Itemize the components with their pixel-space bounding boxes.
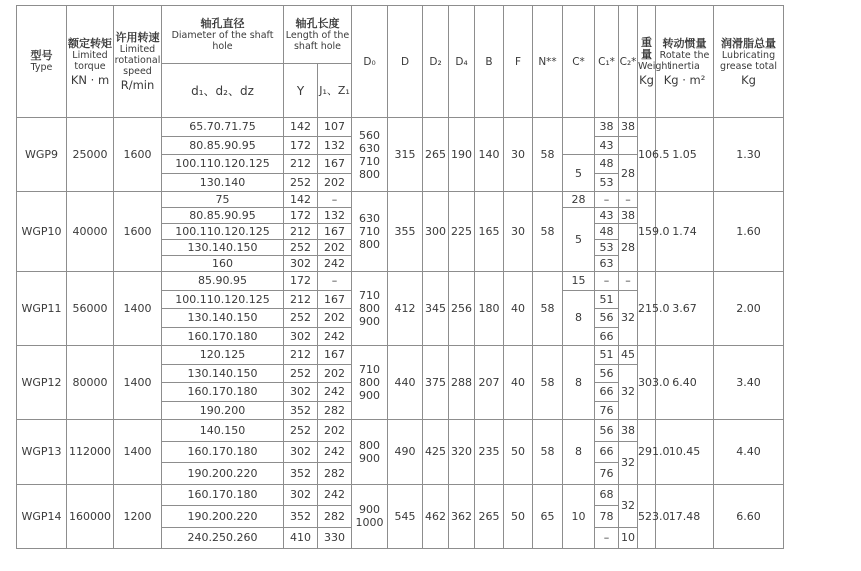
length-j: 242 — [318, 484, 352, 506]
length-j: 132 — [318, 208, 352, 224]
col-length: 轴孔长度 Length of the shaft hole — [284, 6, 352, 64]
model-c2: 10 — [619, 527, 638, 549]
model-f: 30 — [504, 192, 533, 272]
model-d2: 265 — [423, 118, 449, 192]
length-j: 282 — [318, 401, 352, 420]
length-j: 202 — [318, 309, 352, 328]
table-row — [17, 420, 847, 442]
length-j: 330 — [318, 527, 352, 549]
model-torque: 160000 — [67, 484, 114, 549]
model-d: 315 — [388, 118, 423, 192]
model-c1: 43 — [595, 136, 619, 155]
model-c: 10 — [563, 484, 595, 549]
shaft-diameter: 80.85.90.95 — [162, 208, 284, 224]
model-c1: 38 — [595, 118, 619, 137]
model-speed: 1400 — [114, 420, 162, 485]
model-weight: 523.0 — [638, 484, 656, 549]
length-y: 142 — [284, 192, 318, 208]
model-c1: 43 — [595, 208, 619, 224]
model-c: 5 — [563, 155, 595, 192]
length-y: 302 — [284, 484, 318, 506]
shaft-diameter: 130.140.150 — [162, 309, 284, 328]
model-c: 8 — [563, 290, 595, 346]
length-j: – — [318, 272, 352, 291]
spec-body — [17, 118, 847, 549]
length-j: 242 — [318, 256, 352, 272]
model-c1: 51 — [595, 346, 619, 365]
table-row — [17, 484, 847, 506]
model-c2: – — [619, 192, 638, 208]
col-type: 型号 Type — [17, 6, 67, 118]
length-j: 132 — [318, 136, 352, 155]
model-n: 58 — [533, 118, 563, 192]
model-inertia: 1.05 — [656, 118, 714, 192]
shaft-diameter: 100.110.120.125 — [162, 155, 284, 174]
length-y: 302 — [284, 256, 318, 272]
model-f: 50 — [504, 420, 533, 485]
model-c2: 28 — [619, 155, 638, 192]
model-inertia: 3.67 — [656, 272, 714, 346]
length-y: 172 — [284, 136, 318, 155]
length-y: 352 — [284, 506, 318, 528]
length-y: 302 — [284, 383, 318, 402]
model-type: WGP12 — [17, 346, 67, 420]
model-c2: 38 — [619, 420, 638, 442]
model-d2: 375 — [423, 346, 449, 420]
model-f: 40 — [504, 272, 533, 346]
model-b: 265 — [475, 484, 504, 549]
shaft-diameter: 190.200.220 — [162, 506, 284, 528]
model-grease: 1.60 — [714, 192, 784, 272]
length-j: 242 — [318, 327, 352, 346]
model-weight: 159.0 — [638, 192, 656, 272]
model-c2: 32 — [619, 290, 638, 346]
col-n: N** — [533, 6, 563, 118]
length-y: 172 — [284, 208, 318, 224]
model-torque: 112000 — [67, 420, 114, 485]
model-d: 545 — [388, 484, 423, 549]
model-c1: 56 — [595, 364, 619, 383]
length-y: 302 — [284, 441, 318, 463]
model-torque: 80000 — [67, 346, 114, 420]
shaft-diameter: 160.170.180 — [162, 327, 284, 346]
shaft-diameter: 130.140.150 — [162, 364, 284, 383]
model-weight: 106.5 — [638, 118, 656, 192]
length-y: 252 — [284, 309, 318, 328]
length-j: 167 — [318, 346, 352, 365]
length-y: 142 — [284, 118, 318, 137]
length-j: 282 — [318, 506, 352, 528]
table-row — [17, 192, 847, 208]
shaft-diameter: 120.125 — [162, 346, 284, 365]
model-c: 8 — [563, 346, 595, 420]
shaft-diameter: 190.200 — [162, 401, 284, 420]
model-torque: 25000 — [67, 118, 114, 192]
coupling-spec-table — [16, 5, 847, 549]
length-j: 282 — [318, 463, 352, 485]
model-c1: 68 — [595, 484, 619, 506]
col-c2: C₂* — [619, 6, 638, 118]
col-d: D — [388, 6, 423, 118]
model-b: 207 — [475, 346, 504, 420]
model-f: 30 — [504, 118, 533, 192]
model-d0: 800 900 — [352, 420, 388, 485]
model-inertia: 17.48 — [656, 484, 714, 549]
model-d0: 710 800 900 — [352, 346, 388, 420]
col-speed: 许用转速 Limited rotational speed R/min — [114, 6, 162, 118]
col-c1: C₁* — [595, 6, 619, 118]
model-c1: – — [595, 272, 619, 291]
model-d: 490 — [388, 420, 423, 485]
col-d0: D₀ — [352, 6, 388, 118]
model-c1: 63 — [595, 256, 619, 272]
model-grease: 1.30 — [714, 118, 784, 192]
model-d: 440 — [388, 346, 423, 420]
model-d0: 630 710 800 — [352, 192, 388, 272]
table-row — [17, 272, 847, 291]
model-d0: 900 1000 — [352, 484, 388, 549]
model-f: 40 — [504, 346, 533, 420]
shaft-diameter: 80.85.90.95 — [162, 136, 284, 155]
length-j: 202 — [318, 420, 352, 442]
length-y: 252 — [284, 240, 318, 256]
model-c2: – — [619, 272, 638, 291]
model-c1: 53 — [595, 173, 619, 192]
shaft-diameter: 140.150 — [162, 420, 284, 442]
length-j: 242 — [318, 383, 352, 402]
model-c: 15 — [563, 272, 595, 291]
model-d: 412 — [388, 272, 423, 346]
model-c2: 28 — [619, 224, 638, 272]
col-length-y: Y — [284, 64, 318, 118]
length-j: 202 — [318, 364, 352, 383]
model-c1: 48 — [595, 155, 619, 174]
model-c2: 38 — [619, 118, 638, 137]
shaft-diameter: 85.90.95 — [162, 272, 284, 291]
model-c1: 66 — [595, 383, 619, 402]
model-d4: 190 — [449, 118, 475, 192]
model-torque: 40000 — [67, 192, 114, 272]
model-c1: 53 — [595, 240, 619, 256]
model-c2 — [619, 136, 638, 155]
model-speed: 1400 — [114, 346, 162, 420]
length-y: 252 — [284, 420, 318, 442]
length-y: 302 — [284, 327, 318, 346]
model-c: 28 — [563, 192, 595, 208]
model-type: WGP9 — [17, 118, 67, 192]
length-y: 212 — [284, 346, 318, 365]
model-type: WGP13 — [17, 420, 67, 485]
length-y: 212 — [284, 290, 318, 309]
model-c1: – — [595, 192, 619, 208]
shaft-diameter: 75 — [162, 192, 284, 208]
length-j: 167 — [318, 290, 352, 309]
shaft-diameter: 160.170.180 — [162, 484, 284, 506]
shaft-diameter: 240.250.260 — [162, 527, 284, 549]
model-b: 235 — [475, 420, 504, 485]
model-c2: 32 — [619, 441, 638, 484]
model-c1: 66 — [595, 327, 619, 346]
model-n: 58 — [533, 420, 563, 485]
col-torque: 额定转矩 Limited torque KN · m — [67, 6, 114, 118]
model-d2: 345 — [423, 272, 449, 346]
length-j: 167 — [318, 224, 352, 240]
model-c — [563, 118, 595, 155]
length-j: 107 — [318, 118, 352, 137]
model-n: 58 — [533, 272, 563, 346]
model-b: 165 — [475, 192, 504, 272]
model-speed: 1200 — [114, 484, 162, 549]
model-c1: 66 — [595, 441, 619, 463]
model-inertia: 1.74 — [656, 192, 714, 272]
model-n: 58 — [533, 346, 563, 420]
model-grease: 2.00 — [714, 272, 784, 346]
col-inertia: 转动惯量 Rotate the inertia Kg · m² — [656, 6, 714, 118]
model-c: 5 — [563, 208, 595, 272]
col-length-j: J₁、Z₁ — [318, 64, 352, 118]
shaft-diameter: 190.200.220 — [162, 463, 284, 485]
shaft-diameter: 160.170.180 — [162, 441, 284, 463]
model-speed: 1600 — [114, 118, 162, 192]
shaft-diameter: 130.140 — [162, 173, 284, 192]
model-d4: 320 — [449, 420, 475, 485]
shaft-diameter: 130.140.150 — [162, 240, 284, 256]
model-d4: 256 — [449, 272, 475, 346]
length-j: 242 — [318, 441, 352, 463]
model-c1: 76 — [595, 463, 619, 485]
length-y: 252 — [284, 364, 318, 383]
length-y: 212 — [284, 155, 318, 174]
model-type: WGP11 — [17, 272, 67, 346]
model-c: 8 — [563, 420, 595, 485]
model-d2: 462 — [423, 484, 449, 549]
model-weight: 215.0 — [638, 272, 656, 346]
col-weight: 重量 Weight Kg — [638, 6, 656, 118]
col-f: F — [504, 6, 533, 118]
length-j: 202 — [318, 173, 352, 192]
model-grease: 6.60 — [714, 484, 784, 549]
model-d2: 425 — [423, 420, 449, 485]
model-c1: 51 — [595, 290, 619, 309]
model-b: 140 — [475, 118, 504, 192]
model-c1: 78 — [595, 506, 619, 528]
length-y: 410 — [284, 527, 318, 549]
model-d0: 710 800 900 — [352, 272, 388, 346]
model-n: 65 — [533, 484, 563, 549]
model-b: 180 — [475, 272, 504, 346]
shaft-diameter: 100.110.120.125 — [162, 224, 284, 240]
length-y: 352 — [284, 401, 318, 420]
table-row — [17, 346, 847, 365]
model-speed: 1600 — [114, 192, 162, 272]
model-d4: 225 — [449, 192, 475, 272]
model-c2: 45 — [619, 346, 638, 365]
model-inertia: 6.40 — [656, 346, 714, 420]
model-c1: 56 — [595, 309, 619, 328]
model-d: 355 — [388, 192, 423, 272]
model-c1: – — [595, 527, 619, 549]
model-c1: 48 — [595, 224, 619, 240]
model-d4: 288 — [449, 346, 475, 420]
model-d2: 300 — [423, 192, 449, 272]
length-y: 252 — [284, 173, 318, 192]
model-c1: 56 — [595, 420, 619, 442]
col-d4: D₄ — [449, 6, 475, 118]
model-weight: 291.0 — [638, 420, 656, 485]
model-weight: 303.0 — [638, 346, 656, 420]
col-diameter: 轴孔直径 Diameter of the shaft hole — [162, 6, 284, 64]
model-d0: 560 630 710 800 — [352, 118, 388, 192]
length-y: 172 — [284, 272, 318, 291]
col-c: C* — [563, 6, 595, 118]
length-j: 202 — [318, 240, 352, 256]
shaft-diameter: 65.70.71.75 — [162, 118, 284, 137]
col-grease: 润滑脂总量 Lubricating grease total Kg — [714, 6, 784, 118]
col-d2: D₂ — [423, 6, 449, 118]
model-speed: 1400 — [114, 272, 162, 346]
model-c1: 76 — [595, 401, 619, 420]
shaft-diameter: 160 — [162, 256, 284, 272]
model-n: 58 — [533, 192, 563, 272]
model-c2: 32 — [619, 484, 638, 527]
shaft-diameter: 100.110.120.125 — [162, 290, 284, 309]
model-grease: 4.40 — [714, 420, 784, 485]
table-row — [17, 118, 847, 137]
model-type: WGP10 — [17, 192, 67, 272]
model-c2: 38 — [619, 208, 638, 224]
model-inertia: 10.45 — [656, 420, 714, 485]
model-grease: 3.40 — [714, 346, 784, 420]
length-y: 352 — [284, 463, 318, 485]
model-torque: 56000 — [67, 272, 114, 346]
length-j: 167 — [318, 155, 352, 174]
model-type: WGP14 — [17, 484, 67, 549]
model-d4: 362 — [449, 484, 475, 549]
length-j: – — [318, 192, 352, 208]
model-c2: 32 — [619, 364, 638, 420]
shaft-diameter: 160.170.180 — [162, 383, 284, 402]
col-diameter-sub: d₁、d₂、dz — [162, 64, 284, 118]
col-b: B — [475, 6, 504, 118]
length-y: 212 — [284, 224, 318, 240]
model-f: 50 — [504, 484, 533, 549]
